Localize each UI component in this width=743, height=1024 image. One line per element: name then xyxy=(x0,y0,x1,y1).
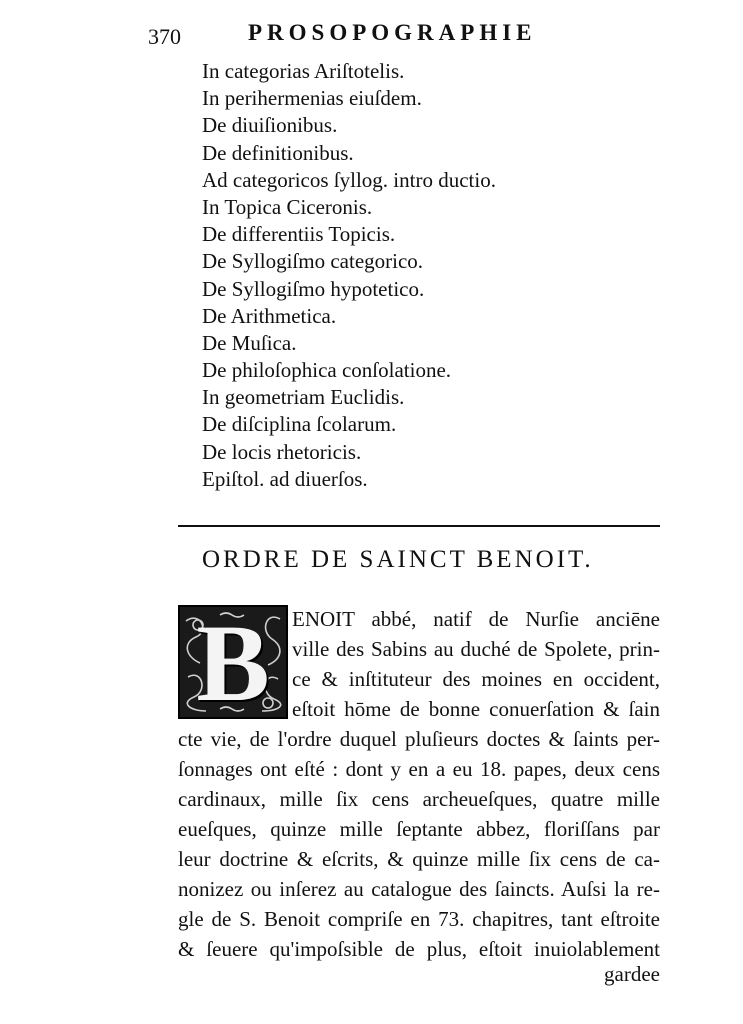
list-item: Ad categoricos ſyllog. intro ductio. xyxy=(202,167,496,192)
list-item: In categorias Ariſtotelis. xyxy=(202,59,405,83)
section-divider xyxy=(178,525,660,527)
list-item: De Muſica. xyxy=(202,330,297,355)
text-line: nonizez ou inſerez au catalogue des ſaincts. Auſsi la re- xyxy=(178,877,660,901)
list-item: In Topica Ciceronis. xyxy=(202,194,373,219)
list-item: In geometriam Euclidis. xyxy=(202,385,405,410)
page-number: 370 xyxy=(148,24,181,49)
works-list xyxy=(202,58,496,493)
list-item: De diſciplina ſcolarum. xyxy=(202,412,397,437)
text-line: ce & inſtituteur des moines en occident, xyxy=(292,667,660,691)
list-item: De locis rhetoricis. xyxy=(202,439,362,464)
running-head: PROSOPOGRAPHIE xyxy=(248,20,537,45)
text-line: cardinaux, mille ſix cens archeueſques, quatre mille xyxy=(178,787,660,811)
text-line: eueſques, quinze mille ſeptante abbez, floriſſans par xyxy=(178,817,660,841)
text-line: & ſeuere qu'impoſsible de plus, eſtoit inuiolablement xyxy=(178,937,660,961)
list-item: In perihermenias eiuſdem. xyxy=(202,86,422,111)
decorated-initial xyxy=(178,605,288,719)
list-item: De Syllogiſmo categorico. xyxy=(202,249,424,274)
list-item: De philoſophica conſolatione. xyxy=(202,358,452,383)
text-line: ENOIT abbé, natif de Nurſie anciēne xyxy=(292,607,660,631)
list-item: Epiſtol. ad diuerſos. xyxy=(202,466,368,491)
section-title: ORDRE DE SAINCT BENOIT. xyxy=(202,546,594,573)
list-item: De diuiſionibus. xyxy=(202,113,338,138)
list-item: De Arithmetica. xyxy=(202,303,337,328)
drop-cap-letter: B xyxy=(196,605,270,719)
text-line: cte vie, de l'ordre duquel pluſieurs doctes & ſaints per- xyxy=(178,727,660,751)
text-line: ville des Sabins au duché de Spolete, prin- xyxy=(292,637,660,661)
list-item: De differentiis Topicis. xyxy=(202,222,396,247)
list-item: De definitionibus. xyxy=(202,140,354,165)
catchword: gardee xyxy=(604,962,660,986)
text-line: eſtoit hōme de bonne conuerſation & ſain xyxy=(292,697,660,721)
text-line: ſonnages ont eſté : dont y en a eu 18. papes, deux cens xyxy=(178,757,660,781)
list-item: De Syllogiſmo hypotetico. xyxy=(202,276,425,301)
text-line: leur doctrine & eſcrits, & quinze mille ſix cens de ca- xyxy=(178,847,660,871)
text-line: gle de S. Benoit compriſe en 73. chapitres, tant eſtroite xyxy=(178,907,660,931)
